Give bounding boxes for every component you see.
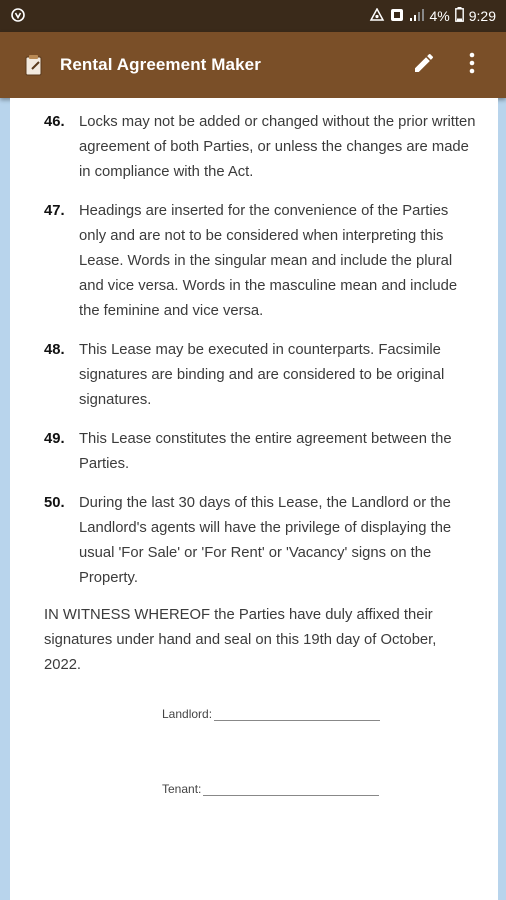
clause-text: Locks may not be added or changed without the prior written agreement of both Parties, or unless the changes are made in compliance with the Act. xyxy=(79,114,476,180)
signal-icon xyxy=(409,8,425,25)
clause-number: 46. xyxy=(44,114,65,130)
pencil-icon xyxy=(412,51,436,80)
battery-percent: 4% xyxy=(429,8,450,24)
clause-number: 47. xyxy=(44,203,65,219)
battery-icon xyxy=(455,7,464,25)
edit-button[interactable] xyxy=(404,45,444,85)
clause-49 xyxy=(44,427,498,477)
clock-time: 9:29 xyxy=(468,8,496,24)
landlord-signature-line xyxy=(214,706,380,721)
clause-text: This Lease may be executed in counterparts. Facsimile signatures are binding and are considered to be original signatures. xyxy=(79,342,445,408)
landlord-signature xyxy=(162,706,498,721)
clause-text: Headings are inserted for the convenience of the Parties only and are not to be considered when interpreting this Lease. Words in the singular mean and include the plural and vice versa. Words in the masculine mean and include the feminine and vice versa. xyxy=(79,203,458,319)
clause-48 xyxy=(44,338,498,413)
more-vert-icon xyxy=(469,52,475,79)
clause-number: 48. xyxy=(44,342,65,358)
vpn-icon xyxy=(10,7,26,26)
clause-number: 50. xyxy=(44,495,65,511)
landlord-label: Landlord: xyxy=(162,707,213,721)
clause-46 xyxy=(44,110,498,185)
more-options-button[interactable] xyxy=(452,45,492,85)
app-logo-icon xyxy=(24,54,44,76)
status-bar xyxy=(0,0,506,32)
clause-text: During the last 30 days of this Lease, the Landlord or the Landlord's agents will have the privilege of displaying the usual 'For Sale' or 'For Rent' or 'Vacancy' signs on the Property. xyxy=(79,495,452,586)
clause-50 xyxy=(44,491,498,591)
witness-paragraph: IN WITNESS WHEREOF the Parties have duly affixed their signatures under hand and seal on this 19th day of October, 2022. xyxy=(44,607,437,673)
tenant-label: Tenant: xyxy=(162,782,202,796)
clause-text: This Lease constitutes the entire agreement between the Parties. xyxy=(79,431,452,472)
app-title: Rental Agreement Maker xyxy=(60,55,261,74)
notification-icon xyxy=(390,8,404,25)
data-sync-icon xyxy=(369,8,385,25)
agreement-document[interactable] xyxy=(10,98,498,900)
clause-47 xyxy=(44,199,498,324)
tenant-signature xyxy=(162,781,498,796)
app-toolbar xyxy=(0,32,506,98)
tenant-signature-line xyxy=(203,781,379,796)
clause-number: 49. xyxy=(44,431,65,447)
